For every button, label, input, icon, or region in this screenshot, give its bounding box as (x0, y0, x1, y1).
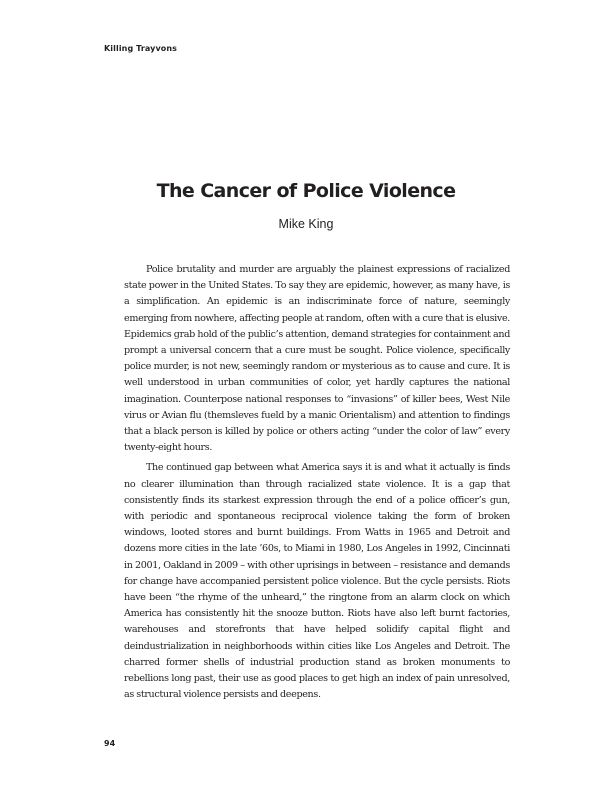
body-paragraph: The continued gap between what America says it is and what it actually is finds no clearer illumination than through racialized state violence. It is a gap that consistently finds its starkest expression through the end of a police officer’s gun, with periodic and spontaneous reciprocal violence taking the form of broken windows, looted stores and burnt buildings. From Watts in 1965 and Detroit and dozens more cities in the late ’60s, to Miami in 1980, Los Angeles in 1992, Cincinnati in 2001, Oakland in 2009 – with other uprisings in between – resistance and demands for change have accompanied persistent police violence. But the cycle persists. Riots have been “the rhyme of the unheard,” the ringtone from an alarm clock on which America has consistently hit the snooze button. Riots have also left burnt factories, warehouses and storefronts that have helped solidify capital flight and deindustrialization in neighborhoods within cities like Los Angeles and Detroit. The charred former shells of industrial production stand as broken monuments to rebellions long past, their use as good places to get high an index of pain unresolved, as structural violence persists and deepens. (124, 462, 510, 701)
article-author: Mike King (278, 217, 334, 231)
article-title: The Cancer of Police Violence (156, 180, 456, 202)
article-body (124, 262, 510, 703)
body-paragraph: Police brutality and murder are arguably the plainest expressions of racialized state power in the United States. To say they are epidemic, however, as many have, is a simplification. An epidemic is an indiscriminate force of nature, seemingly emerging from nowhere, affecting people at random, often with a cure that is elusive. Epidemics grab hold of the public’s attention, demand strategies for containment and prompt a universal concern that a cure must be sought. Police violence, specifically police murder, is not new, seemingly random or mysterious as to cause and cure. It is well understood in urban communities of color, yet hardly captures the national imagination. Counterpose national responses to “invasions” of killer bees, West Nile virus or Avian flu (themsleves fueld by a manic Orientalism) and attention to findings that a black person is killed by police or others acting “under the color of law” every twenty-eight hours. (124, 264, 510, 454)
page-number: 94 (104, 739, 116, 748)
running-head: Killing Trayvons (104, 44, 178, 53)
